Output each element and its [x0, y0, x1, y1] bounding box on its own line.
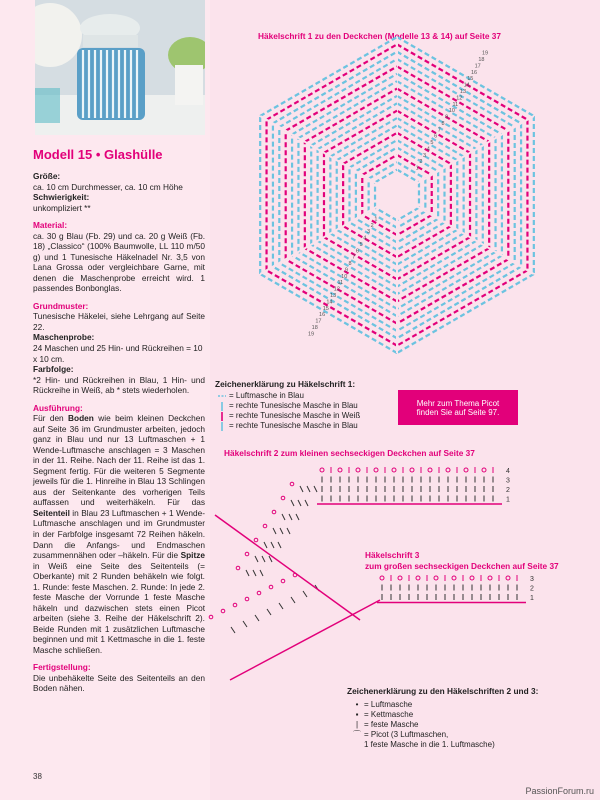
- diagonal-stitch: [278, 542, 281, 548]
- watermark: PassionForum.ru: [525, 786, 594, 796]
- chain-dot-icon: •: [355, 700, 359, 709]
- diagonal-stitch: [282, 514, 285, 520]
- legend1-item-1: = Luftmasche in Blau: [229, 391, 304, 400]
- diagonal-stitch: [246, 570, 249, 576]
- diagonal-stitch: [273, 528, 276, 534]
- picot-mark: [374, 468, 378, 472]
- diagonal-stitch: [264, 542, 267, 548]
- diagram3-title-2: zum großen sechseckigen Deckchen auf Seite 37: [365, 561, 559, 571]
- ring-label: 8: [441, 120, 445, 127]
- diagonal-stitch: [289, 514, 292, 520]
- picot-mark: [257, 591, 261, 595]
- picot-mark: [470, 576, 474, 580]
- ring-label: 19: [482, 50, 489, 57]
- gauge-heading: Maschenprobe:: [33, 332, 95, 343]
- diagonal-stitch: [271, 542, 274, 548]
- pattern-heading: Grundmuster:: [33, 300, 89, 311]
- ring-label: 6: [355, 248, 359, 255]
- finishing-heading: Fertigstellung:: [33, 662, 91, 673]
- picot-mark: [506, 576, 510, 580]
- slip-stitch-icon: ▪: [355, 710, 359, 719]
- legend2-item-1: = Luftmasche: [364, 700, 413, 709]
- ring-label: 13: [459, 88, 467, 95]
- picot-mark: [452, 576, 456, 580]
- finishing-text: Die unbehäkelte Seite des Seitenteils an den Boden nähen.: [33, 672, 205, 694]
- legend1-title: Zeichenerklärung zu Häkelschrift 1:: [215, 379, 356, 389]
- picot-mark: [464, 468, 468, 472]
- difficulty-heading: Schwierigkeit:: [33, 192, 90, 203]
- diagonal-stitch: [255, 615, 259, 621]
- diagonal-stitch: [260, 570, 263, 576]
- diagonal-stitch: [253, 570, 256, 576]
- ring-label: 9: [344, 267, 348, 274]
- gauge-text: 24 Maschen und 25 Hin- und Rückreihen = 10 x 10 cm.: [33, 342, 203, 364]
- ring-label: 3: [366, 229, 371, 236]
- ring-label: 2: [370, 222, 374, 229]
- ring-label: 7: [352, 254, 356, 261]
- size-text: ca. 10 cm Durchmesser, ca. 10 cm Höhe: [33, 181, 183, 192]
- diagonal-stitch: [291, 500, 294, 506]
- ring-label: 1: [415, 165, 419, 172]
- picot-icon: ⌒: [353, 730, 361, 739]
- diagonal-stitch: [305, 500, 308, 506]
- ring-label: 16: [470, 69, 478, 76]
- diagonal-stitch: [255, 556, 258, 562]
- ring-label: 17: [315, 318, 322, 325]
- diagram2-strip: [317, 467, 510, 504]
- diagonal-stitch: [291, 597, 295, 603]
- execution-text: Für den Boden wie beim kleinen Deckchen auf Seite 36 im Grundmuster arbeiten, jedoch ganz in Blau und nur 13 Luftmaschen + 1 Wende-Luftmasche anschlagen = 3 Maschen in der 11. Reihe. Nach der 11. Reihe ist das 1. Segment fertig. Für die weiteren 5 Segmente jeweils für die 1. Hinreihe in Blau 13 Schlingen aus der Seitenkante des vorherigen Teils auffassen und weiterhäkeln. Für das Seitenteil in Blau 23 Luftmaschen + 1 Wende-Luftmasche anschlagen und im Grundmuster in der Farbfolge insgesamt 72 Reihen häkeln. Dann die Anfangs- und Endmaschen zusammennähen oder –häkeln. Für die Spitze in Weiß eine Seite des Seitenteils (= Oberkante) mit 2 Runden behäkeln wie folgt. 1. Runde: feste Maschen. 2. Runde: In jede 2. feste Masche der Vorrunde 1 feste Masche häkeln und dazwischen stets einen Picot arbeiten (siehe 3. Reihe der Häkelschrift 2). Beide Runden mit 1 zusätzlichen Luftmasche beginnen und mit 1 Kettmasche in die 1. feste Masche schließen.: [33, 413, 205, 655]
- picot-mark: [482, 468, 486, 472]
- legend2: [350, 700, 495, 750]
- ring-label: 19: [308, 331, 315, 338]
- picot-mark: [209, 615, 213, 619]
- diagonal-stitch: [298, 500, 301, 506]
- legend2-item-2: = Kettmasche: [364, 710, 414, 719]
- row-label: 2: [530, 585, 534, 593]
- ring-label: 10: [448, 108, 455, 115]
- diagonal-stitch: [314, 486, 317, 492]
- pattern-text: Tunesische Häkelei, siehe Lehrgang auf Seite 22.: [33, 311, 205, 332]
- diagonal-stitch: [269, 556, 272, 562]
- picot-mark: [272, 510, 276, 514]
- picot-line-1: Mehr zum Thema Picot: [416, 398, 500, 408]
- legend1-item-3: = rechte Tunesische Masche in Weiß: [229, 411, 361, 420]
- diagonal-stitch: [267, 609, 271, 615]
- page-number: 38: [33, 772, 42, 781]
- diagram1-title: Häkelschrift 1 zu den Deckchen (Modelle 13 & 14) auf Seite 37: [258, 31, 501, 41]
- diagonal-stitch: [307, 486, 310, 492]
- legend2-item-3: = feste Masche: [364, 720, 419, 729]
- picot-mark: [281, 496, 285, 500]
- diagonal-stitch: [287, 528, 290, 534]
- picot-mark: [245, 552, 249, 556]
- diagonal-stitch: [296, 514, 299, 520]
- diagonal-stitch: [280, 528, 283, 534]
- ring-label: 8: [348, 261, 352, 268]
- single-crochet-icon: |: [355, 720, 359, 729]
- picot-mark: [290, 482, 294, 486]
- diagonal-stitch: [303, 591, 307, 597]
- colors-text: *2 Hin- und Rückreihen in Blau, 1 Hin- und Rückreihe in Weiß, ab * stets wiederholen.: [33, 374, 205, 396]
- row-label: 1: [506, 496, 510, 504]
- ring-label: 10: [341, 273, 348, 280]
- picot-mark: [428, 468, 432, 472]
- ring-label: 3: [423, 152, 427, 159]
- ring-label: 12: [456, 95, 463, 102]
- material-heading: Material:: [33, 220, 68, 231]
- picot-mark: [263, 524, 267, 528]
- legend2-item-5: 1 feste Masche in die 1. Luftmasche): [364, 740, 495, 749]
- ring-label: 16: [319, 312, 326, 319]
- difficulty-text: unkompliziert **: [33, 202, 91, 213]
- execution-heading: Ausführung:: [33, 402, 83, 413]
- ring-label: 12: [333, 286, 340, 293]
- row-label: 4: [506, 468, 510, 475]
- ring-label: 4: [363, 235, 367, 242]
- row-label: 3: [506, 477, 510, 485]
- ring-label: 4: [426, 146, 430, 153]
- ring-label: 13: [330, 293, 337, 300]
- ring-label: 18: [311, 324, 318, 331]
- diagonal-stitch: [262, 556, 265, 562]
- ring-label: 15: [467, 76, 474, 83]
- picot-mark: [392, 468, 396, 472]
- diagonal-stitch: [300, 486, 303, 492]
- legend1-item-2: = rechte Tunesische Masche in Blau: [229, 401, 358, 410]
- picot-mark: [446, 468, 450, 472]
- picot-mark: [221, 609, 225, 613]
- picot-mark: [269, 585, 273, 589]
- ring-label: 14: [326, 299, 333, 306]
- picot-mark: [434, 576, 438, 580]
- diagonal-base-line: [230, 600, 380, 680]
- picot-mark: [320, 468, 324, 472]
- ring-label: 5: [430, 140, 434, 147]
- ring-label: 18: [478, 57, 485, 64]
- row-label: 3: [530, 576, 534, 583]
- ring-label: 5: [359, 241, 363, 248]
- ring-label: 1: [374, 216, 378, 223]
- picot-mark: [488, 576, 492, 580]
- legend2-title: Zeichenerklärung zu den Häkelschriften 2 und 3:: [347, 686, 539, 696]
- picot-mark: [233, 603, 237, 607]
- size-heading: Größe:: [33, 171, 61, 181]
- ring-label: 11: [452, 101, 459, 108]
- picot-mark: [416, 576, 420, 580]
- diagram-diagonal-fans: [209, 482, 380, 680]
- ring-label: 11: [337, 280, 344, 287]
- ring-label: 15: [322, 305, 329, 312]
- ring-label: 9: [445, 114, 449, 121]
- ring-label: 17: [474, 63, 481, 70]
- picot-mark: [281, 579, 285, 583]
- ring-label: 6: [434, 133, 438, 140]
- diagram3-title-1: Häkelschrift 3: [365, 550, 420, 560]
- diagonal-stitch: [243, 621, 247, 627]
- legend1-item-4: = rechte Tunesische Masche in Blau: [229, 421, 358, 430]
- colors-heading: Farbfolge:: [33, 364, 74, 375]
- picot-mark: [245, 597, 249, 601]
- material-text: ca. 30 g Blau (Fb. 29) und ca. 20 g Weiß (Fb. 18) „Classico“ (100% Baumwolle, LL 110 m/50 g) und 1 Tunesische Häkelnadel Nr. 3,5 von Lana Grossa oder vergleichbare Garne, mit denen die Maschenprobe erreicht wird. 1 passendes Bonbonglas.: [33, 230, 205, 294]
- picot-mark: [380, 576, 384, 580]
- picot-mark: [254, 538, 258, 542]
- picot-mark: [410, 468, 414, 472]
- picot-mark: [236, 566, 240, 570]
- ring-label: 2: [419, 159, 423, 166]
- row-label: 2: [506, 487, 510, 494]
- legend2-item-4: = Picot (3 Luftmaschen,: [364, 730, 449, 739]
- row-label: 1: [530, 595, 534, 602]
- diagonal-stitch: [279, 603, 283, 609]
- picot-mark: [338, 468, 342, 472]
- picot-line-2: finden Sie auf Seite 97.: [416, 407, 500, 417]
- model-title: Modell 15 • Glashülle: [33, 147, 163, 162]
- picot-mark: [398, 576, 402, 580]
- diagram3-strip: [377, 575, 534, 603]
- ring-label: 14: [463, 82, 470, 89]
- diagonal-stitch: [231, 627, 235, 633]
- ring-label: 7: [437, 127, 441, 134]
- diagram2-title: Häkelschrift 2 zum kleinen sechseckigen Deckchen auf Seite 37: [224, 448, 475, 458]
- picot-mark: [356, 468, 360, 472]
